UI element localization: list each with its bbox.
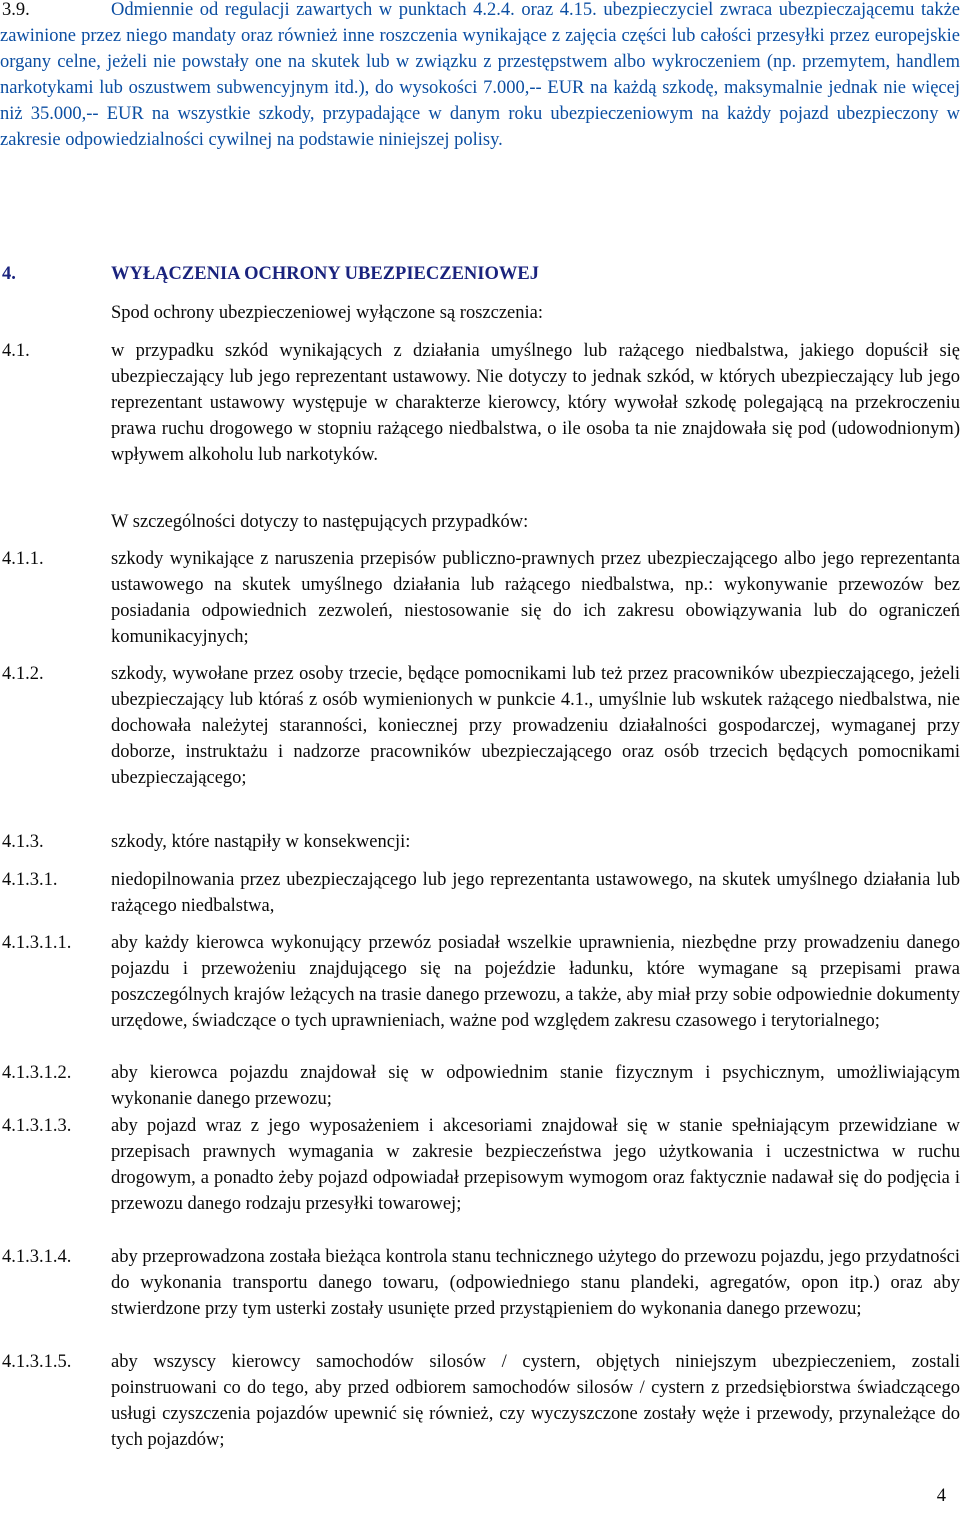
clause-4-1 (0, 338, 960, 498)
clause-number: 4.1.2. (2, 664, 44, 684)
clause-text: szkody, które nastąpiły w konsekwencji: (111, 832, 411, 852)
clause-number: 4.1.1. (2, 549, 44, 569)
clause-text: aby każdy kierowca wykonujący przewóz posiadał wszelkie uprawnienia, niezbędne przy prowadzeniu danego pojazdu i przewożeniu znajdującego się na pojeździe ładunku, które wymagane są przepisami prawa poszczególnych krajów leżących na trasie danego przewozu, a także, aby miał przy sobie odpowiednie dokumenty urzędowe, świadczące o tych uprawnieniach, ważne pod względem zakresu czasowego i terytorialnego; (111, 933, 960, 1031)
clause-note: W szczególności dotyczy to następujących przypadków: (111, 512, 529, 532)
clause-4-1-3-1-1 (0, 930, 960, 1060)
clause-text: niedopilnowania przez ubezpieczającego lub jego reprezentanta ustawowego, na skutek umyślnego działania lub rażącego niedbalstwa, (111, 870, 960, 916)
clause-4-1-3 (0, 829, 960, 855)
page-number: 4 (936, 1486, 946, 1506)
section-intro: Spod ochrony ubezpieczeniowej wyłączone są roszczenia: (111, 303, 543, 323)
clause-text: aby pojazd wraz z jego wyposażeniem i akcesoriami znajdował się w stanie spełniającym przewidziane w przepisach prawnych wymagania w zakresie bezpieczeństwa jego użytkowania i uczestnictwa w ruchu drogowym, a ponadto żeby pojazd odpowiadał przepisowym wymogom oraz faktycznie nadawał się do podjęcia i przewozu danego rodzaju przesyłki towarowej; (111, 1116, 960, 1214)
clause-4-1-3-1 (0, 867, 960, 919)
clause-number: 4.1.3.1.5. (2, 1352, 72, 1372)
section-heading (0, 261, 960, 287)
clause-number: 4.1.3. (2, 832, 44, 852)
clause-number: 3.9. (2, 0, 30, 20)
clause-3-9 (0, 0, 960, 182)
clause-text: w przypadku szkód wynikających z działania umyślnego lub rażącego niedbalstwa, jakiego dopuścił się ubezpieczający lub jego reprezentant ustawowy. Nie dotyczy to jednak szkód, w których ubezpieczający lub jego reprezentant ustawowy występuje w charakterze kierowcy, który wywołał szkodę polegającą na przekroczeniu prawa ruchu drogowego w stopniu rażącego niedbalstwa, o ile osoba ta nie znajdowała się pod (udowodnionym) wpływem alkoholu lub narkotyków. (111, 341, 960, 465)
clause-text: aby kierowca pojazdu znajdował się w odpowiednim stanie fizycznym i psychicznym, umożliwiającym wykonanie danego przewozu; (111, 1063, 960, 1109)
clause-number: 4.1.3.1. (2, 870, 58, 890)
clause-number: 4.1. (2, 341, 30, 361)
clause-4-1-2 (0, 661, 960, 817)
clause-text: szkody, wywołane przez osoby trzecie, będące pomocnikami lub też przez pracowników ubezpieczającego, jeżeli ubezpieczający lub któraś z osób wymienionych w punkcie 4.1., umyślnie lub wskutek rażącego niedbalstwa, nie dochowała należytej staranności, koniecznej przy prowadzeniu działalności gospodarczej, wymaganej przy doborze, instruktażu i nadzorze pracowników ubezpieczającego oraz osób trzecich będących pomocnikami ubezpieczającego; (111, 664, 960, 788)
clause-4-1-3-1-3 (0, 1113, 960, 1243)
clause-number: 4.1.3.1.1. (2, 933, 72, 953)
clause-number: 4.1.3.1.3. (2, 1116, 72, 1136)
clause-4-1-1 (0, 546, 960, 650)
clause-text: aby przeprowadzona została bieżąca kontrola stanu technicznego użytego do przewozu pojazdu, jego przydatności do wykonania transportu danego towaru, (odpowiedniego stanu plandeki, agregatów, opon itp.) oraz aby stwierdzone przy tym usterki zostały usunięte przed przystąpieniem do wykonania danego przewozu; (111, 1247, 960, 1319)
clause-4-1-3-1-2 (0, 1060, 960, 1112)
clause-4-1-3-1-4 (0, 1244, 960, 1348)
clause-text: szkody wynikające z naruszenia przepisów publiczno-prawnych przez ubezpieczającego albo jego reprezentanta ustawowego na skutek umyślnego działania lub rażącego niedbalstwa, np.: wykonywanie przewozów bez posiadania odpowiednich zezwoleń, niestosowanie się do ich zakresu obowiązywania lub do ograniczeń komunikacyjnych; (111, 549, 960, 647)
clause-text: aby wszyscy kierowcy samochodów silosów / cystern, objętych niniejszym ubezpieczeniem, zostali poinstruowani co do tego, aby przed odbiorem samochodów silosów / cystern z przedsiębiorstwa świadczącego usługi czyszczenia pojazdów upewnić się również, czy wyczyszczone zostały węże i przewody, przynależące do tych pojazdów; (111, 1352, 960, 1450)
clause-4-1-3-1-5 (0, 1349, 960, 1453)
clause-number: 4.1.3.1.4. (2, 1247, 72, 1267)
section-title: WYŁĄCZENIA OCHRONY UBEZPIECZENIOWEJ (111, 264, 539, 284)
clause-number: 4.1.3.1.2. (2, 1063, 72, 1083)
section-number: 4. (2, 264, 16, 284)
clause-text: Odmiennie od regulacji zawartych w punktach 4.2.4. oraz 4.15. ubezpieczyciel zwraca ubezpieczającemu także zawinione przez niego mandaty oraz również inne roszczenia wynikające z zajęcia części lub całości przesyłki przez europejskie organy celne, jeżeli nie powstały one na skutek lub w związku z przestępstwem albo wykroczeniem (np. przemytem, handlem narkotykami lub oszustwem subwencyjnym itd.), do wysokości 7.000,-- EUR na każdą szkodę, maksymalnie jednak nie więcej niż 35.000,-- EUR na wszystkie szkody, przypadające w danym roku ubezpieczeniowym na każdy pojazd ubezpieczony w zakresie odpowiedzialności cywilnej na podstawie niniejszej polisy. (0, 0, 960, 150)
